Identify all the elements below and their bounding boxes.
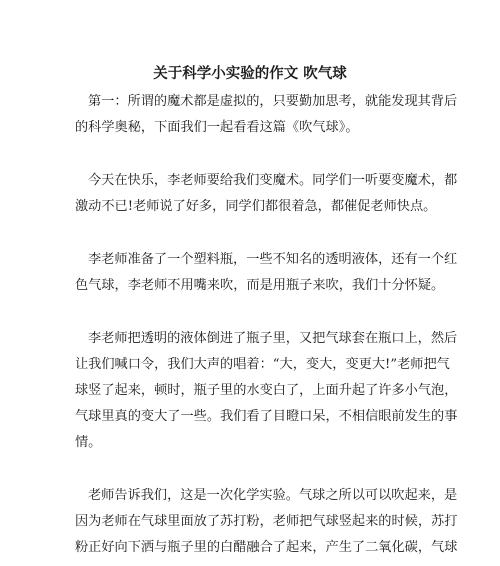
- paragraph-2-line-2: 激动不已!老师说了好多，同学们都很着急，都催促老师快点。: [75, 199, 437, 214]
- paragraph-4-line-4: 气球里真的变大了一些。我们看了目瞪口呆，不相信眼前发生的事: [75, 409, 458, 424]
- paragraph-2-line-1: 今天在快乐，李老师要给我们变魔术。同学们一听要变魔术，都: [88, 173, 458, 188]
- paragraph-1-line-1: 第一：所谓的魔术都是虚拟的，只要勤加思考，就能发现其背后: [88, 94, 458, 109]
- paragraph-4-line-5: 情。: [75, 435, 102, 450]
- paragraph-5-line-3: 粉正好向下洒与瓶子里的白醋融合了起来，产生了二氧化碳，气球: [75, 540, 458, 555]
- paragraph-1-line-2: 的科学奥秘，下面我们一起看看这篇《吹气球》。: [75, 120, 359, 135]
- paragraph-5-line-1: 老师告诉我们，这是一次化学实验。气球之所以可以吹起来，是: [88, 488, 458, 503]
- paragraph-4-line-2: 让我们喊口令，我们大声的唱着：“大，变大，变更大!”老师把气: [75, 357, 450, 372]
- paragraph-3-line-2: 色气球，李老师不用嘴来吹，而是用瓶子来吹，我们十分怀疑。: [75, 278, 445, 293]
- document-title: 关于科学小实验的作文 吹气球: [153, 65, 347, 82]
- paragraph-4-line-3: 球竖了起来，顿时，瓶子里的水变白了，上面升起了许多小气泡，: [75, 383, 458, 398]
- paragraph-3-line-1: 李老师准备了一个塑料瓶，一些不知名的透明液体，还有一个红: [88, 252, 458, 267]
- paragraph-5-line-2: 因为老师在气球里面放了苏打粉，老师把气球竖起来的时候，苏打: [75, 514, 458, 529]
- paragraph-4-line-1: 李老师把透明的液体倒进了瓶子里，又把气球套在瓶口上，然后: [88, 331, 458, 346]
